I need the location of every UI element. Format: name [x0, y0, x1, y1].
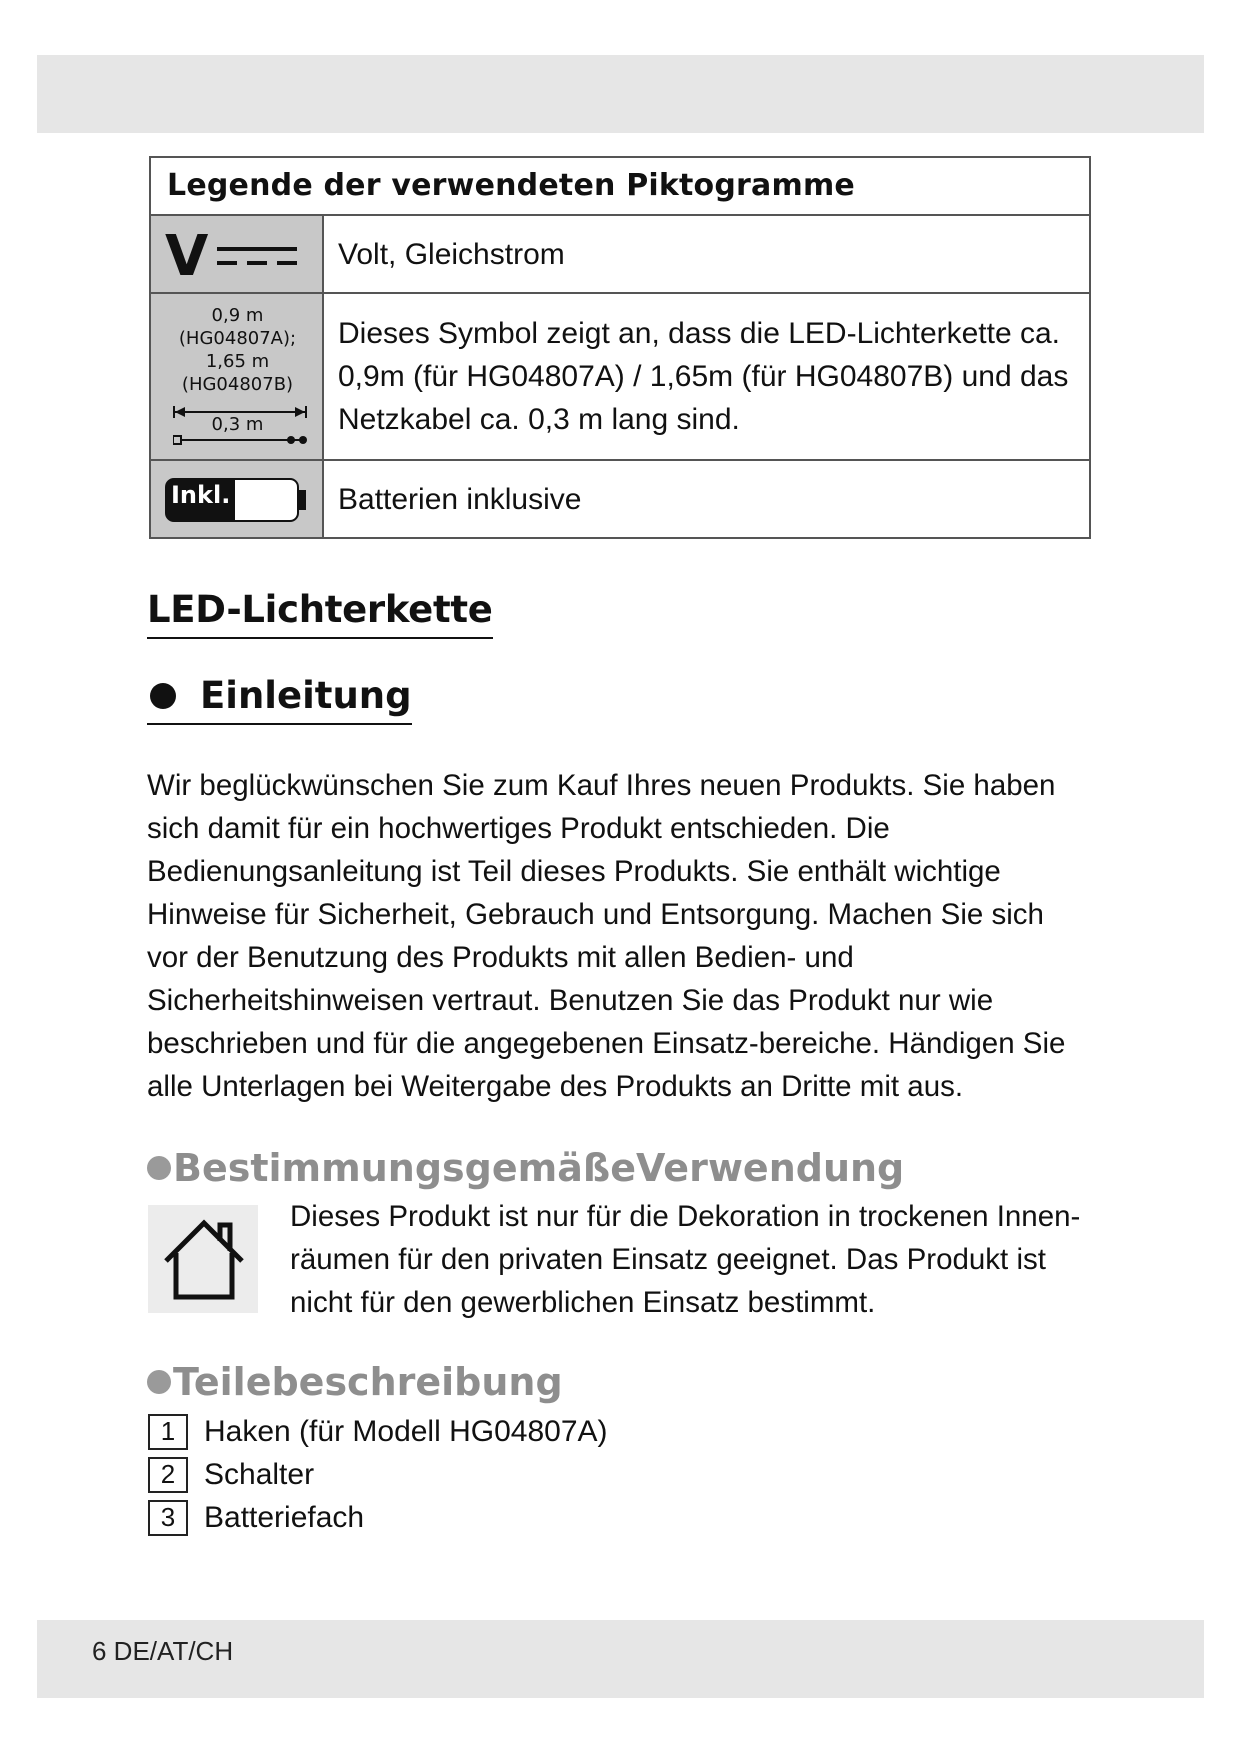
legend-row-volt [151, 216, 1089, 294]
indoor-use-icon-box [148, 1205, 258, 1313]
legend-title: Legende der verwendeten Piktogramme [151, 158, 1089, 216]
parts-heading: Teilebeschreibung [147, 1360, 563, 1404]
legend-text-volt: Volt, Gleichstrom [338, 237, 565, 271]
house-icon [158, 1217, 250, 1301]
legend-text-length: Dieses Symbol zeigt an, dass die LED-Lichterkette ca. 0,9m (für HG04807A) / 1,65m (für HG04807B) und das Netzkabel ca. 0,3 m lang sind. [338, 317, 1069, 436]
part-number: 1 [148, 1414, 188, 1450]
bullet-icon [147, 1156, 171, 1180]
header-band [37, 55, 1204, 133]
battery-icon: Inkl. [151, 461, 324, 537]
parts-list [148, 1410, 608, 1539]
list-item [148, 1453, 608, 1496]
legend-row-battery [151, 461, 1089, 537]
section-title: LED-Lichterkette [147, 588, 493, 639]
intro-heading: Einleitung [147, 674, 412, 725]
list-item [148, 1496, 608, 1539]
intended-use-text: Dieses Produkt ist nur für die Dekoration in trockenen Innen-räumen für den privaten Einsatz geeignet. Das Produkt ist nicht für den gewerblichen Einsatz bestimmt. [290, 1200, 1081, 1319]
part-label: Batteriefach [204, 1500, 365, 1534]
legend-row-length [151, 294, 1089, 461]
pictogram-legend-table [149, 156, 1091, 539]
volt-dc-icon [151, 216, 324, 292]
length-labels: 0,9 m (HG04807A); 1,65 m (HG04807B) [178, 305, 297, 395]
page-footer: 6 DE/AT/CH [92, 1636, 234, 1666]
part-label: Schalter [204, 1457, 315, 1491]
part-label: Haken (für Modell HG04807A) [204, 1414, 608, 1448]
bullet-icon [150, 683, 176, 709]
part-number: 2 [148, 1457, 188, 1493]
intro-paragraph: Wir beglückwünschen Sie zum Kauf Ihres neuen Produkts. Sie haben sich damit für ein hochwertiges Produkt entschieden. Die Bedienungsanleitung ist Teil dieses Produkts. Sie enthält wichtige Hinweise für Sicherheit, Gebrauch und Entsorgung. Machen Sie sich vor der Benutzung des Produkts mit allen Bedien- und Sicherheitshinweisen vertraut. Benutzen Sie das Produkt nur wie beschrieben und für die angegebenen Einsatz-bereiche. Händigen Sie alle Unterlagen bei Weitergabe des Produkts an Dritte mit aus. [147, 769, 1066, 1103]
intended-use-heading: BestimmungsgemäßeVerwendung [147, 1146, 904, 1190]
legend-text-battery: Batterien inklusive [338, 482, 582, 516]
cable-length-icon: 0,9 m (HG04807A); 1,65 m (HG04807B) 0,3 m [151, 294, 324, 459]
svg-text:V: V [165, 228, 209, 280]
bullet-icon [147, 1370, 171, 1394]
list-item [148, 1410, 608, 1453]
part-number: 3 [148, 1500, 188, 1536]
